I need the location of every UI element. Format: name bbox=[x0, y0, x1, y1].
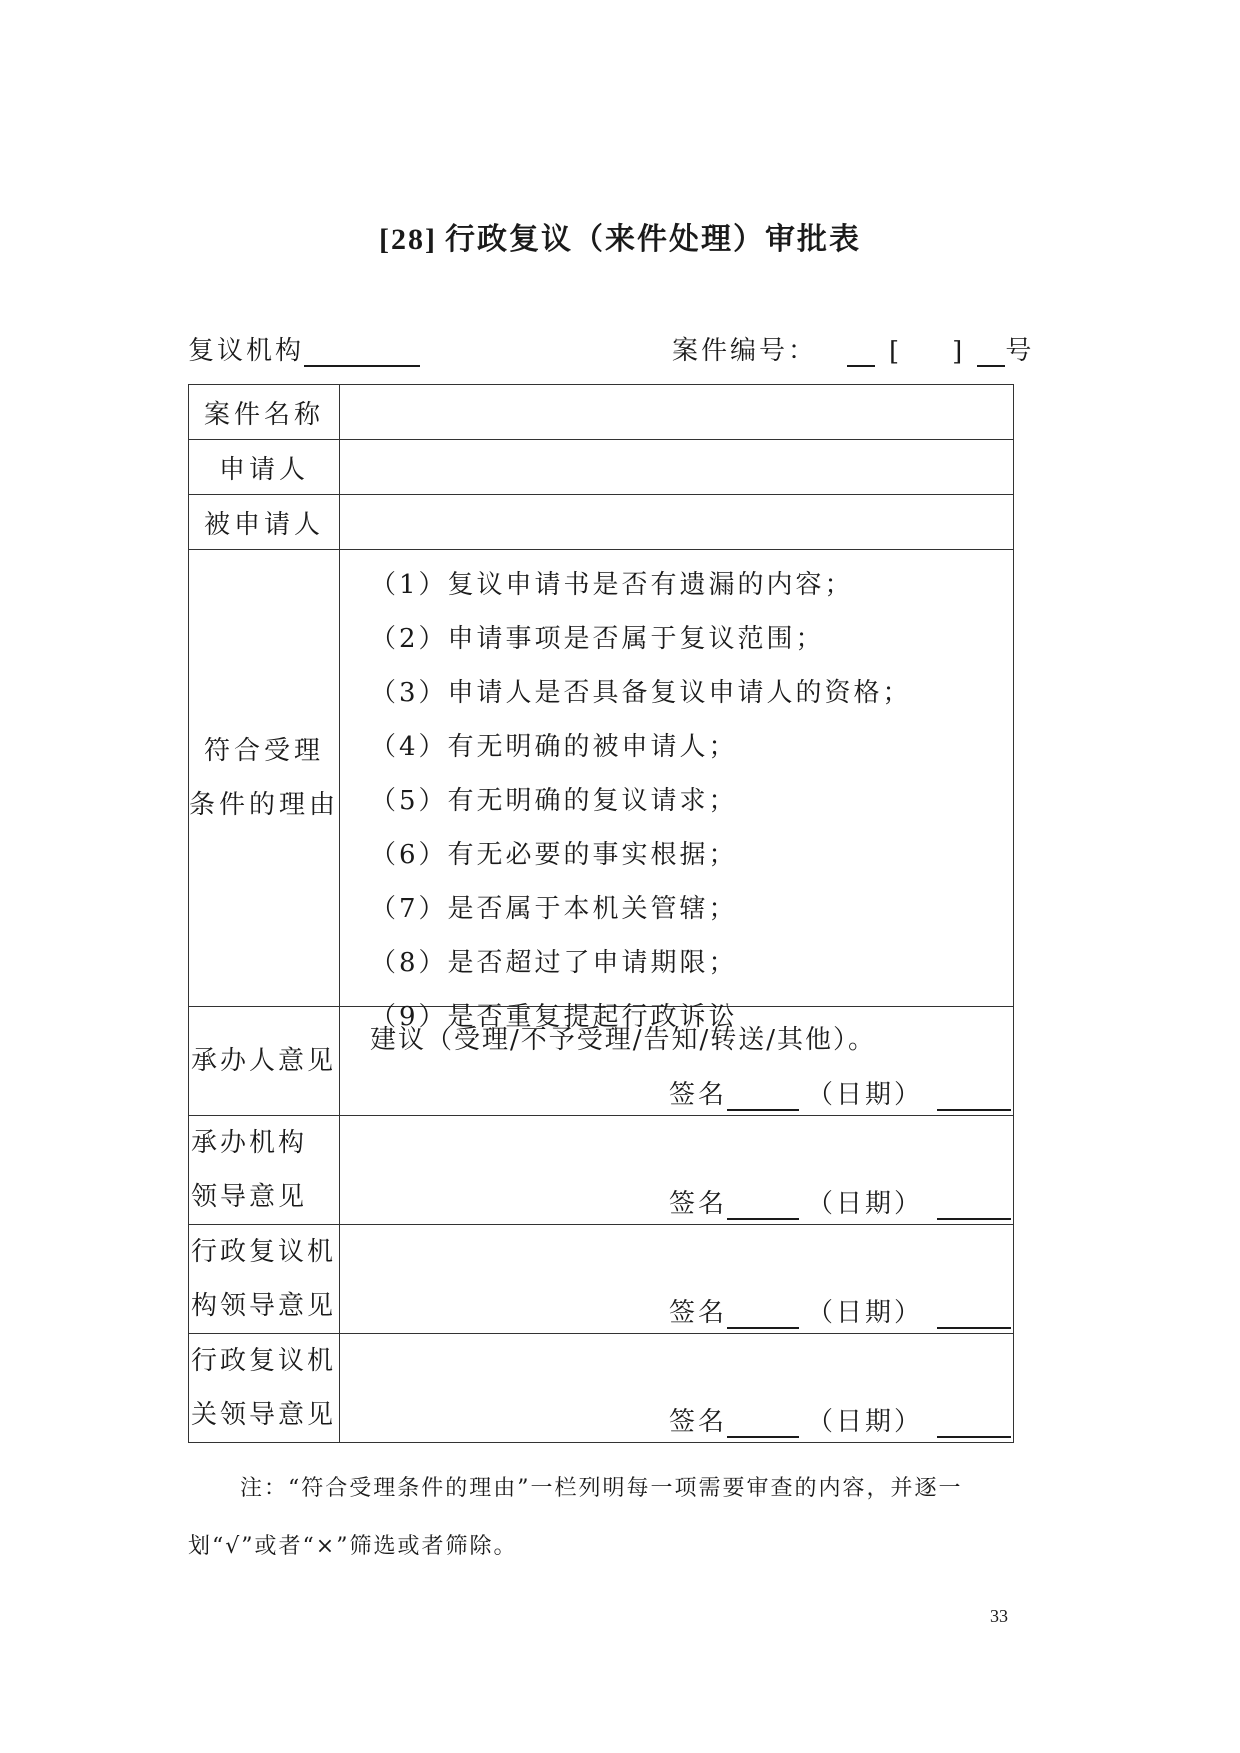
date-label: （日期） bbox=[806, 1189, 923, 1219]
row-respondent bbox=[189, 495, 1014, 550]
page-number: 33 bbox=[990, 1606, 1008, 1626]
respondent-label: 被申请人 bbox=[189, 495, 340, 550]
row-handler-opinion bbox=[189, 1007, 1014, 1116]
date-blank[interactable] bbox=[937, 1297, 1011, 1329]
sign-label: 签名 bbox=[668, 1080, 727, 1110]
signature-line bbox=[669, 1074, 1011, 1111]
agency-leader-label-line-1: 行政复议机 bbox=[191, 1237, 337, 1267]
dept-leader-label-line-2: 领导意见 bbox=[191, 1182, 308, 1212]
reason-item: （7）是否属于本机关管辖； bbox=[370, 894, 738, 924]
case-number-header bbox=[672, 330, 1034, 367]
agency-label: 复议机构 bbox=[188, 336, 305, 366]
organ-leader-label-line-2: 关领导意见 bbox=[191, 1400, 337, 1430]
signature-line bbox=[669, 1401, 1011, 1438]
reason-item: （6）有无必要的事实根据； bbox=[370, 840, 738, 870]
approval-form-table bbox=[188, 384, 1014, 1443]
suggestion-text: 建议（受理/不予受理/告知/转送/其他）。 bbox=[370, 1025, 877, 1055]
sign-blank[interactable] bbox=[727, 1406, 799, 1438]
reason-item: （2）申请事项是否属于复议范围； bbox=[370, 624, 825, 654]
footnote: 注：“符合受理条件的理由”一栏列明每一项需要审查的内容，并逐一划“√”或者“×”筛选或者筛除。 bbox=[188, 1476, 963, 1559]
bracket-open: [ bbox=[889, 337, 903, 367]
reasons-label-line-2: 条件的理由 bbox=[189, 790, 340, 820]
organ-leader-label bbox=[189, 1334, 340, 1443]
applicant-field[interactable] bbox=[340, 440, 1014, 495]
handler-opinion-label: 承办人意见 bbox=[189, 1007, 340, 1116]
respondent-field[interactable] bbox=[340, 495, 1014, 550]
case-no-suffix: 号 bbox=[1005, 336, 1035, 366]
case-year-blank[interactable] bbox=[847, 335, 875, 367]
agency-leader-label-line-2: 构领导意见 bbox=[191, 1291, 337, 1321]
date-label: （日期） bbox=[806, 1298, 923, 1328]
row-agency-leader-opinion bbox=[189, 1225, 1014, 1334]
row-applicant bbox=[189, 440, 1014, 495]
case-no-label: 案件编号： bbox=[672, 336, 818, 366]
organ-leader-label-line-1: 行政复议机 bbox=[191, 1346, 337, 1376]
agency-header bbox=[188, 330, 420, 367]
date-blank[interactable] bbox=[937, 1188, 1011, 1220]
organ-leader-opinion-field[interactable] bbox=[340, 1334, 1014, 1443]
row-case-name bbox=[189, 385, 1014, 440]
agency-leader-label bbox=[189, 1225, 340, 1334]
agency-blank[interactable] bbox=[304, 335, 420, 367]
reason-item: （1）复议申请书是否有遗漏的内容； bbox=[370, 570, 854, 600]
reason-item: （5）有无明确的复议请求； bbox=[370, 786, 738, 816]
sign-label: 签名 bbox=[668, 1298, 727, 1328]
date-label: （日期） bbox=[806, 1080, 923, 1110]
date-label: （日期） bbox=[806, 1407, 923, 1437]
sign-blank[interactable] bbox=[727, 1297, 799, 1329]
case-name-field[interactable] bbox=[340, 385, 1014, 440]
reasons-label bbox=[189, 550, 340, 1007]
date-blank[interactable] bbox=[937, 1079, 1011, 1111]
dept-leader-opinion-field[interactable] bbox=[340, 1116, 1014, 1225]
sign-blank[interactable] bbox=[727, 1188, 799, 1220]
page-title bbox=[0, 214, 1240, 258]
reason-item: （8）是否超过了申请期限； bbox=[370, 948, 738, 978]
row-organ-leader-opinion bbox=[189, 1334, 1014, 1443]
reasons-field[interactable] bbox=[340, 550, 1014, 1032]
row-reasons bbox=[189, 550, 1014, 1007]
agency-leader-opinion-field[interactable] bbox=[340, 1225, 1014, 1334]
dept-leader-label bbox=[189, 1116, 340, 1225]
reason-item: （3）申请人是否具备复议申请人的资格； bbox=[370, 678, 912, 708]
applicant-label: 申请人 bbox=[189, 440, 340, 495]
reasons-label-line-1: 符合受理 bbox=[203, 736, 324, 766]
case-name-label: 案件名称 bbox=[189, 385, 340, 440]
handler-opinion-field[interactable] bbox=[340, 1007, 1014, 1116]
date-blank[interactable] bbox=[937, 1406, 1011, 1438]
row-dept-leader-opinion bbox=[189, 1116, 1014, 1225]
signature-line bbox=[669, 1292, 1011, 1329]
title-number: [28] bbox=[379, 223, 437, 256]
reason-item: （9）是否重复提起行政诉讼 bbox=[370, 1002, 738, 1032]
sign-label: 签名 bbox=[668, 1189, 727, 1219]
reason-item: （4）有无明确的被申请人； bbox=[370, 732, 738, 762]
bracket-close: ] bbox=[952, 337, 966, 367]
case-seq-blank[interactable] bbox=[977, 335, 1005, 367]
sign-label: 签名 bbox=[668, 1407, 727, 1437]
signature-line bbox=[669, 1183, 1011, 1220]
title-text: 行政复议（来件处理）审批表 bbox=[444, 222, 861, 257]
reasons-list bbox=[370, 558, 1003, 1044]
dept-leader-label-line-1: 承办机构 bbox=[191, 1128, 308, 1158]
sign-blank[interactable] bbox=[727, 1079, 799, 1111]
